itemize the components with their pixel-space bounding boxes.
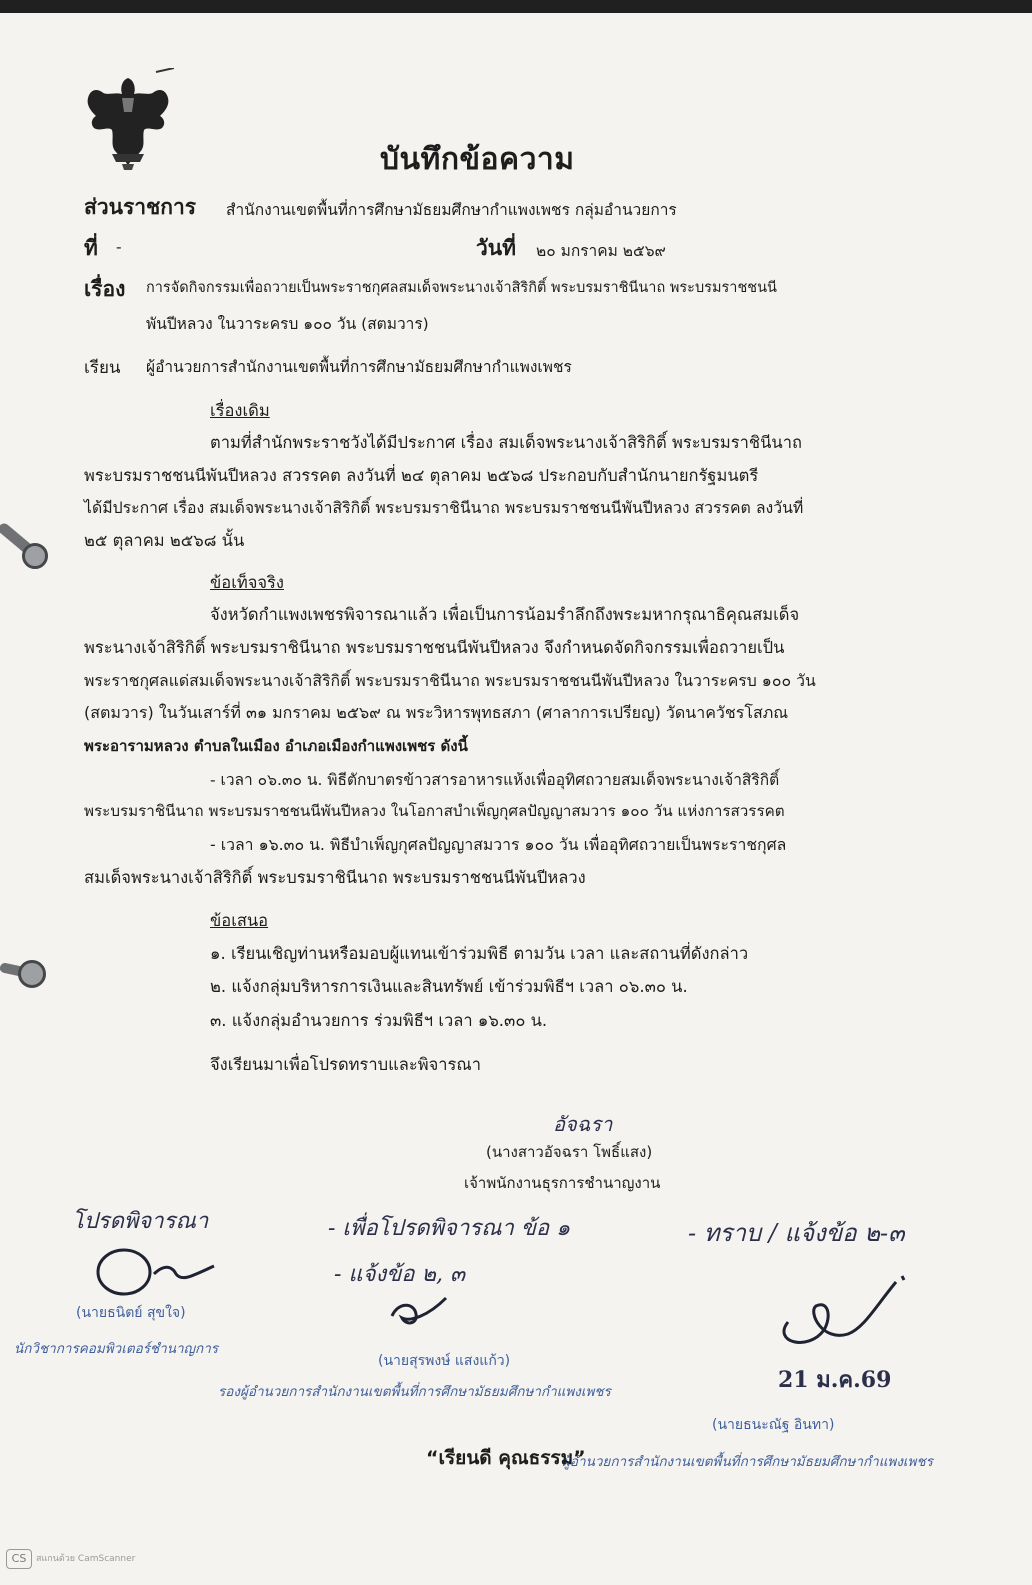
proposal-item: ๓. แจ้งกลุ่มอำนวยการ ร่วมพิธีฯ เวลา ๑๖.๓๐ น. <box>210 1011 548 1030</box>
middle-signature-mark <box>384 1292 454 1332</box>
scanner-badge: CS <box>6 1549 32 1569</box>
agency-value: สำนักงานเขตพื้นที่การศึกษามัธยมศึกษากำแพงเพชร กลุ่มอำนวยการ <box>226 201 677 219</box>
right-note-handwriting: - ทราบ / แจ้งข้อ ๒-๓ <box>688 1219 905 1247</box>
left-note-name: (นายธนิตย์ สุขใจ) <box>76 1305 186 1321</box>
background-line: ได้มีประกาศ เรื่อง สมเด็จพระนางเจ้าสิริกิติ์ พระบรมราชินีนาถ พระบรมราชชนนีพันปีหลวง สวรรคต ลงวันที่ <box>84 498 804 517</box>
right-note-position: ผู้อำนวยการสำนักงานเขตพื้นที่การศึกษามัธยมศึกษากำแพงเพชร <box>562 1454 933 1470</box>
binder-hole-lower <box>18 960 46 988</box>
middle-note-line-1: - เพื่อโปรดพิจารณา ข้อ ๑ <box>328 1216 571 1241</box>
to-label: เรียน <box>84 358 121 378</box>
facts-heading: ข้อเท็จจริง <box>210 573 284 592</box>
facts-line: พระอารามหลวง ตำบลในเมือง อำเภอเมืองกำแพงเพชร ดังนี้ <box>84 737 468 755</box>
facts-line: พระนางเจ้าสิริกิติ์ พระบรมราชินีนาถ พระบรมราชชนนีพันปีหลวง จึงกำหนดจัดกิจกรรมเพื่อถวายเป็น <box>84 638 785 657</box>
middle-note-line-2: - แจ้งข้อ ๒, ๓ <box>334 1262 466 1287</box>
left-signature-mark <box>96 1244 226 1300</box>
page-title: บันทึกข้อความ <box>380 142 575 177</box>
binder-hole-upper <box>22 543 48 569</box>
agency-label: ส่วนราชการ <box>84 195 197 219</box>
signer-name: (นางสาวอัจฉรา โพธิ์แสง) <box>486 1143 653 1161</box>
garuda-emblem-icon <box>82 68 174 172</box>
proposal-item: ๑. เรียนเชิญท่านหรือมอบผู้แทนเข้าร่วมพิธี ตามวัน เวลา และสถานที่ดังกล่าว <box>210 944 749 963</box>
signer-position: เจ้าพนักงานธุรการชำนาญงาน <box>464 1174 661 1192</box>
facts-schedule-morning: - เวลา ๐๖.๓๐ น. พิธีตักบาตรข้าวสารอาหารแห้งเพื่ออุทิศถวายสมเด็จพระนางเจ้าสิริกิติ์ <box>210 771 780 789</box>
facts-schedule-evening: - เวลา ๑๖.๓๐ น. พิธีบำเพ็ญกุศลปัญญาสมวาร ๑๐๐ วัน เพื่ออุทิศถวายเป็นพระราชกุศล <box>210 835 787 854</box>
ref-label: ที่ <box>84 236 98 260</box>
left-note-handwriting: โปรดพิจารณา <box>72 1209 209 1234</box>
facts-line: (สตมวาร) ในวันเสาร์ที่ ๓๑ มกราคม ๒๕๖๙ ณ พระวิหารพุทธสภา (ศาลาการเปรียญ) วัดนาควัชรโสภณ <box>84 703 789 722</box>
proposal-item: ๒. แจ้งกลุ่มบริหารการเงินและสินทรัพย์ เข้าร่วมพิธีฯ เวลา ๐๖.๓๐ น. <box>210 977 688 996</box>
background-line: พระบรมราชชนนีพันปีหลวง สวรรคต ลงวันที่ ๒๔ ตุลาคม ๒๕๖๘ ประกอบกับสำนักนายกรัฐมนตรี <box>84 466 759 485</box>
date-value: ๒๐ มกราคม ๒๕๖๙ <box>536 242 666 260</box>
scan-top-band <box>0 0 1032 13</box>
motto: “เรียนดี คุณธรรม” <box>426 1447 586 1469</box>
date-label: วันที่ <box>476 236 516 260</box>
left-note-position: นักวิชาการคอมพิวเตอร์ชำนาญการ <box>14 1341 219 1357</box>
right-note-date: 21 ม.ค.69 <box>778 1367 892 1393</box>
background-line: ตามที่สำนักพระราชวังได้มีประกาศ เรื่อง สมเด็จพระนางเจ้าสิริกิติ์ พระบรมราชินีนาถ <box>210 433 802 452</box>
subject-line-2: พันปีหลวง ในวาระครบ ๑๐๐ วัน (สตมวาร) <box>146 315 429 333</box>
right-note-name: (นายธนะณัฐ อินทา) <box>712 1417 835 1433</box>
scanner-watermark: สแกนด้วย CamScanner <box>36 1554 136 1564</box>
subject-label: เรื่อง <box>84 277 126 301</box>
middle-note-name: (นายสุรพงษ์ แสงแก้ว) <box>378 1353 511 1369</box>
subject-line-1: การจัดกิจกรรมเพื่อถวายเป็นพระราชกุศลสมเด็จพระนางเจ้าสิริกิติ์ พระบรมราชินีนาถ พระบรมราชชนนี <box>146 280 777 296</box>
middle-note-position: รองผู้อำนวยการสำนักงานเขตพื้นที่การศึกษามัธยมศึกษากำแพงเพชร <box>218 1384 611 1400</box>
facts-line: พระราชกุศลแด่สมเด็จพระนางเจ้าสิริกิติ์ พระบรมราชินีนาถ พระบรมราชชนนีพันปีหลวง ในวาระครบ ๑๐๐ วัน <box>84 671 816 690</box>
to-value: ผู้อำนวยการสำนักงานเขตพื้นที่การศึกษามัธยมศึกษากำแพงเพชร <box>146 358 572 376</box>
ref-value: - <box>116 238 122 256</box>
background-line: ๒๕ ตุลาคม ๒๕๖๘ นั้น <box>84 531 245 550</box>
right-signature-mark <box>768 1272 918 1362</box>
facts-line: จังหวัดกำแพงเพชรพิจารณาแล้ว เพื่อเป็นการน้อมรำลึกถึงพระมหากรุณาธิคุณสมเด็จ <box>210 605 800 624</box>
signer-signature: อัจฉรา <box>553 1112 613 1136</box>
closing-line: จึงเรียนมาเพื่อโปรดทราบและพิจารณา <box>210 1055 481 1074</box>
background-heading: เรื่องเดิม <box>210 401 270 420</box>
facts-line: พระบรมราชินีนาถ พระบรมราชชนนีพันปีหลวง ในโอกาสบำเพ็ญกุศลปัญญาสมวาร ๑๐๐ วัน แห่งการสวรรคต <box>84 802 785 820</box>
proposal-heading: ข้อเสนอ <box>210 911 269 930</box>
facts-line: สมเด็จพระนางเจ้าสิริกิติ์ พระบรมราชินีนาถ พระบรมราชชนนีพันปีหลวง <box>84 868 586 887</box>
